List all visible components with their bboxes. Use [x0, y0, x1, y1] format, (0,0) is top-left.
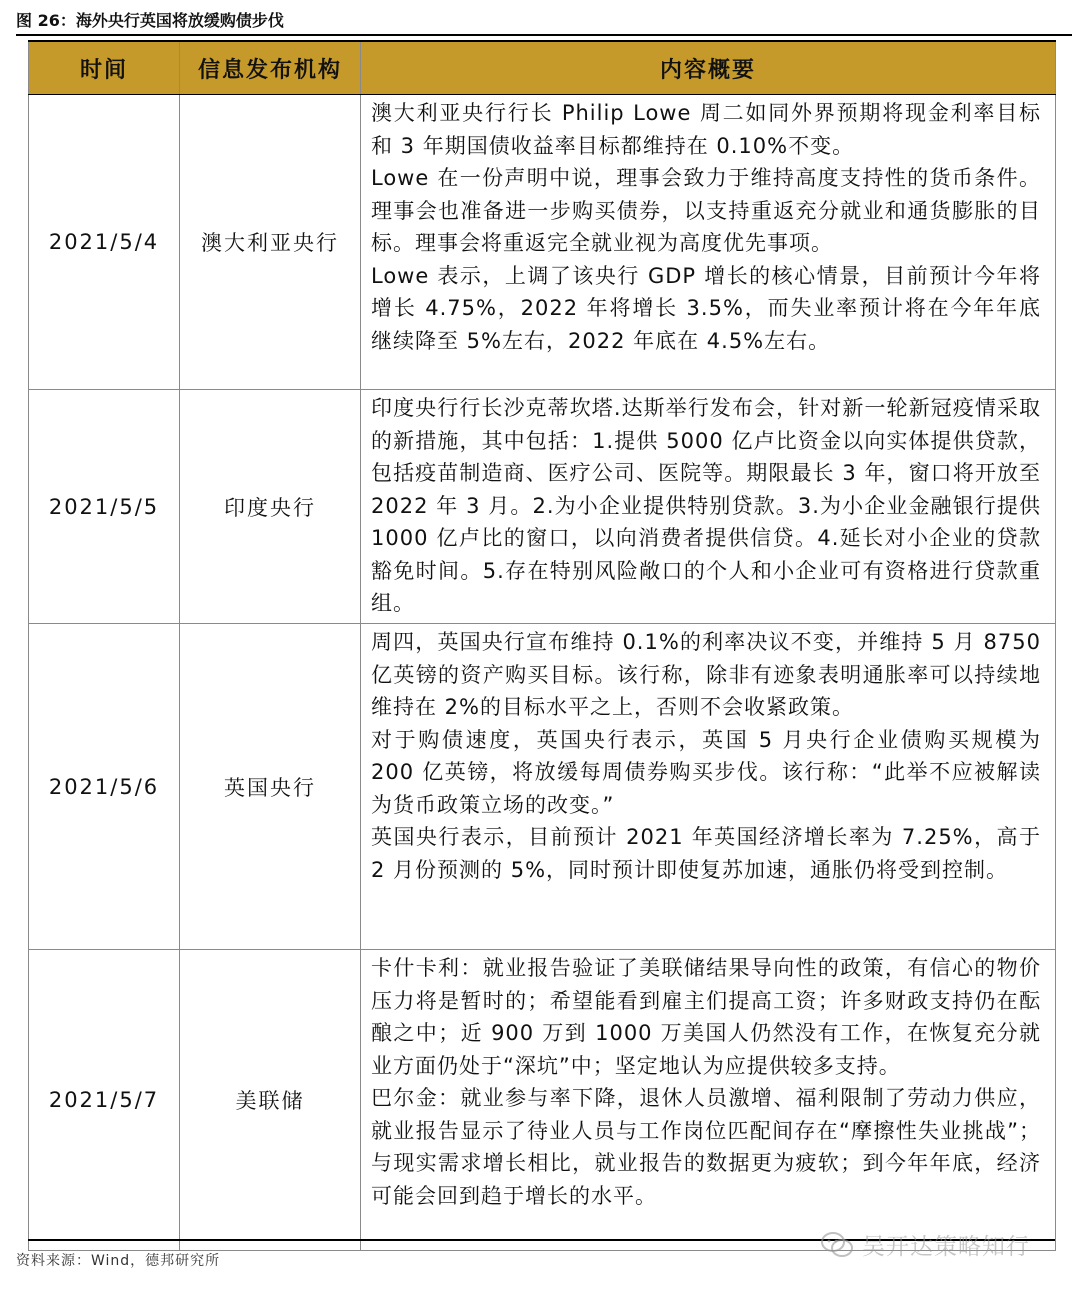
figure-title: 图 26：海外央行英国将放缓购债步伐 [16, 11, 284, 30]
row-summary [361, 950, 1056, 1251]
header-org: 信息发布机构 [180, 41, 361, 95]
summary-paragraph: 印度央行行长沙克蒂坎塔.达斯举行发布会，针对新一轮新冠疫情采取的新措施，其中包括：1.提供 5000 亿卢比资金以向实体提供贷款，包括疫苗制造商、医疗公司、医院等。期限最长 3 年，窗口将开放至 2022 年 3 月。2.为小企业提供特别贷款。3.为小企业金融银行提供 1000 亿卢比的窗口，以向消费者提供信贷。4.延长对小企业的贷款豁免时间。5.存在特别风险敞口的个人和小企业可有资格进行贷款重组。 [371, 396, 1041, 615]
row-date: 2021/5/4 [29, 95, 180, 390]
wechat-icon [820, 1231, 854, 1259]
row-org: 美联储 [180, 950, 361, 1251]
row-date: 2021/5/7 [29, 950, 180, 1251]
summary-paragraph: 卡什卡利：就业报告验证了美联储结果导向性的政策，有信心的物价压力将是暂时的；希望能看到雇主们提高工资；许多财政支持仍在酝酿之中；近 900 万到 1000 万美国人仍然没有工作，在恢复充分就业方面仍处于“深坑”中；坚定地认为应提供较多支持。 [371, 956, 1041, 1078]
row-summary [361, 624, 1056, 950]
row-date: 2021/5/5 [29, 390, 180, 624]
policy-table [28, 40, 1056, 1251]
table-header-row [29, 41, 1056, 95]
watermark-text: 吴开达策略知行 [862, 1234, 1030, 1260]
summary-paragraph: 英国央行表示，目前预计 2021 年英国经济增长率为 7.25%，高于 2 月份预测的 5%，同时预计即使复苏加速，通胀仍将受到控制。 [371, 825, 1041, 882]
table-row [29, 95, 1056, 390]
source-note: 资料来源：Wind，德邦研究所 [16, 1253, 221, 1269]
summary-paragraph: 周四，英国央行宣布维持 0.1%的利率决议不变，并维持 5 月 8750 亿英镑的资产购买目标。该行称，除非有迹象表明通胀率可以持续地维持在 2%的目标水平之上，否则不会收紧政策。 [371, 630, 1041, 719]
row-summary [361, 390, 1056, 624]
summary-paragraph: 对于购债速度，英国央行表示，英国 5 月央行企业债购买规模为 200 亿英镑，将放缓每周债券购买步伐。该行称：“此举不应被解读为货币政策立场的改变。” [371, 727, 1041, 817]
table-row [29, 950, 1056, 1251]
row-summary [361, 95, 1056, 390]
summary-paragraph: 澳大利亚央行行长 Philip Lowe 周二如同外界预期将现金利率目标和 3 年期国债收益率目标都维持在 0.10%不变。 [371, 101, 1041, 158]
watermark [820, 1228, 1030, 1261]
row-org: 印度央行 [180, 390, 361, 624]
row-org: 英国央行 [180, 624, 361, 950]
row-org: 澳大利亚央行 [180, 95, 361, 390]
summary-paragraph: 巴尔金：就业参与率下降，退休人员激增、福利限制了劳动力供应，就业报告显示了待业人员与工作岗位匹配间存在“摩擦性失业挑战”；与现实需求增长相比，就业报告的数据更为疲软；到今年年底，经济可能会回到趋于增长的水平。 [371, 1086, 1041, 1208]
summary-paragraph: Lowe 表示，上调了该央行 GDP 增长的核心情景，目前预计今年将增长 4.75%，2022 年将增长 3.5%，而失业率预计将在今年年底继续降至 5%左右，2022 年底在 4.5%左右。 [371, 263, 1041, 353]
title-divider [16, 34, 1072, 36]
table-row [29, 390, 1056, 624]
row-date: 2021/5/6 [29, 624, 180, 950]
summary-paragraph: Lowe 在一份声明中说，理事会致力于维持高度支持性的货币条件。理事会也准备进一步购买债券，以支持重返充分就业和通货膨胀的目标。理事会将重返完全就业视为高度优先事项。 [371, 166, 1041, 255]
header-summary: 内容概要 [361, 41, 1056, 95]
table-row [29, 624, 1056, 950]
header-time: 时间 [29, 41, 180, 95]
